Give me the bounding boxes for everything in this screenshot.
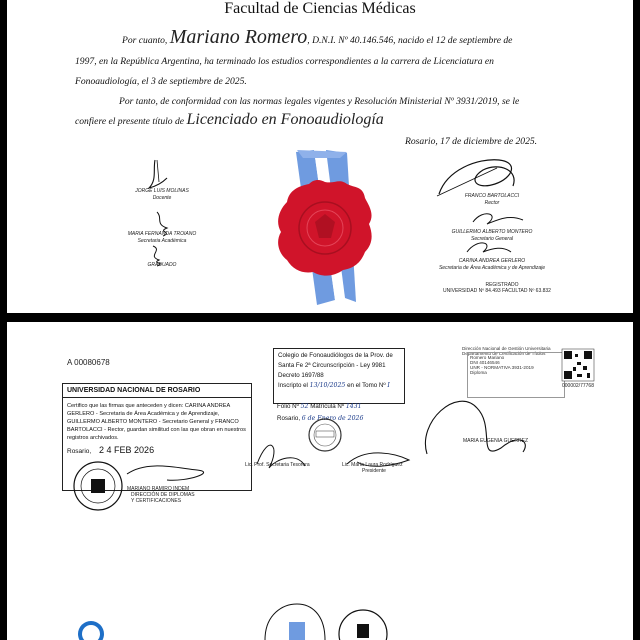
- ministry-name: Romero Mariano: [470, 355, 505, 360]
- presidente-label: Lic. María Laura Rodríguez: [342, 462, 403, 468]
- sec-area-name: CARINA ANDREA GERLERO: [458, 258, 526, 264]
- rosario-value: 6 de Enero de 2026: [301, 415, 364, 422]
- matricula-label: Matrícula Nº: [310, 403, 345, 410]
- colegio-line-1: Colegio de Fonoaudiólogos de la Prov. de: [278, 352, 393, 359]
- ministry-doc: Diploma: [470, 370, 487, 375]
- tomo-label: en el Tomo Nº: [347, 382, 386, 389]
- graduado-label: GRADUADO: [147, 262, 177, 268]
- unr-title: UNIVERSIDAD NACIONAL DE ROSARIO: [67, 387, 201, 394]
- diploma-line-3: Fonoaudiología, el 3 de septiembre de 2025.: [75, 76, 247, 87]
- tomo-value: I: [387, 382, 390, 389]
- por-cuanto: Por cuanto,: [122, 35, 168, 46]
- inscripto-value: 13/10/2025: [309, 382, 346, 389]
- sec-general-name: GUILLERMO ALBERTO MONTERO: [451, 229, 533, 235]
- sec-academica-name: MARIA FERNANDA TROIANO: [127, 231, 197, 237]
- unr-signer-role1: DIRECCIÓN DE DIPLOMAS: [131, 492, 195, 498]
- diploma-front: [7, 0, 633, 313]
- rosario-label: Rosario,: [277, 415, 301, 422]
- docente-name: JORGE LUIS MOLINAS: [135, 188, 189, 194]
- docente-role: Docente: [152, 195, 172, 201]
- dni-text: , D.N.I. Nº 40.146.546, nacido el 12 de septiembre de: [307, 35, 513, 46]
- colegio-line-3: Decreto 1697/88: [278, 372, 324, 379]
- place-date: Rosario, 17 de diciembre de 2025.: [405, 136, 538, 147]
- unr-signer: MARIANO RAMIRO INDEM: [127, 486, 190, 492]
- unr-date: 2 4 FEB 2026: [99, 445, 155, 455]
- ministry-code: 000002/77768: [562, 383, 594, 389]
- unr-cert-text: Certifico que las firmas que anteceden y dicen: CARINA ANDREA GERLERO - Secretaria de Área Académica y de Aprendizaje, GUILLERMO ALBERTO MONTERO - Secretario General y FRANCO BARTOLACCI - Rector, guardan similitud con las que obran en nuestros registros archivados.: [67, 403, 246, 441]
- sec-general-role: Secretario General: [471, 236, 513, 242]
- colegio-line-2: Santa Fe 2ª Circunscripción - Ley 9981: [278, 362, 386, 369]
- sec-area-role: Secretaria de Área Académica y de Aprendizaje: [438, 265, 546, 271]
- ministry-line-2: Departamento de Certificación de Títulos: [462, 351, 546, 356]
- presidente-role: Presidente: [362, 468, 386, 474]
- unr-rosario: Rosario,: [67, 448, 92, 455]
- secretaria-label: Lic. Prof. Secretaria Tesorera: [245, 462, 310, 468]
- graduate-name: Mariano Romero: [169, 26, 308, 48]
- folio-label: Folio Nº: [277, 403, 299, 410]
- degree-title: Licenciado en Fonoaudiología: [186, 111, 384, 128]
- faculty-title: Facultad de Ciencias Médicas: [224, 0, 416, 17]
- ministry-line-1: Dirección Nacional de Gestión Universitaria: [462, 346, 551, 351]
- diploma-line-4: Por tanto, de conformidad con las normas legales vigentes y Resolución Ministerial Nº 3931/2019, se le: [119, 96, 520, 107]
- confiere-text: confiere el presente título de: [75, 116, 185, 127]
- registrado-label: REGISTRADO: [485, 282, 519, 288]
- decano-name: FRANCO BARTOLACCI: [464, 193, 520, 199]
- unr-signer-role2: Y CERTIFICACIONES: [131, 498, 182, 504]
- ministry-res: UNR - NORMATIVA 3931-2019: [470, 365, 534, 370]
- serial-number: A 00080678: [67, 358, 110, 367]
- bottom-unr-seal: [7, 322, 633, 640]
- diploma-line-2: 1997, en la República Argentina, ha terminado los estudios correspondientes a la carrera de Licenciatura en: [75, 56, 494, 67]
- matricula-value: 1431: [345, 403, 362, 410]
- sec-academica-role: Secretaria Académica: [137, 238, 187, 244]
- decano-role: Rector: [484, 200, 500, 206]
- ministry-dni: DNI 40146546: [470, 360, 500, 365]
- signer-right: MARIA EUGENIA GUERREZ: [463, 438, 529, 444]
- diploma-back: [7, 322, 633, 640]
- inscripto-label: Inscripto el: [278, 382, 308, 389]
- registro-numbers: UNIVERSIDAD Nº 84.493 FACULTAD Nº 63.832: [443, 288, 551, 294]
- folio-value: 52: [300, 403, 309, 410]
